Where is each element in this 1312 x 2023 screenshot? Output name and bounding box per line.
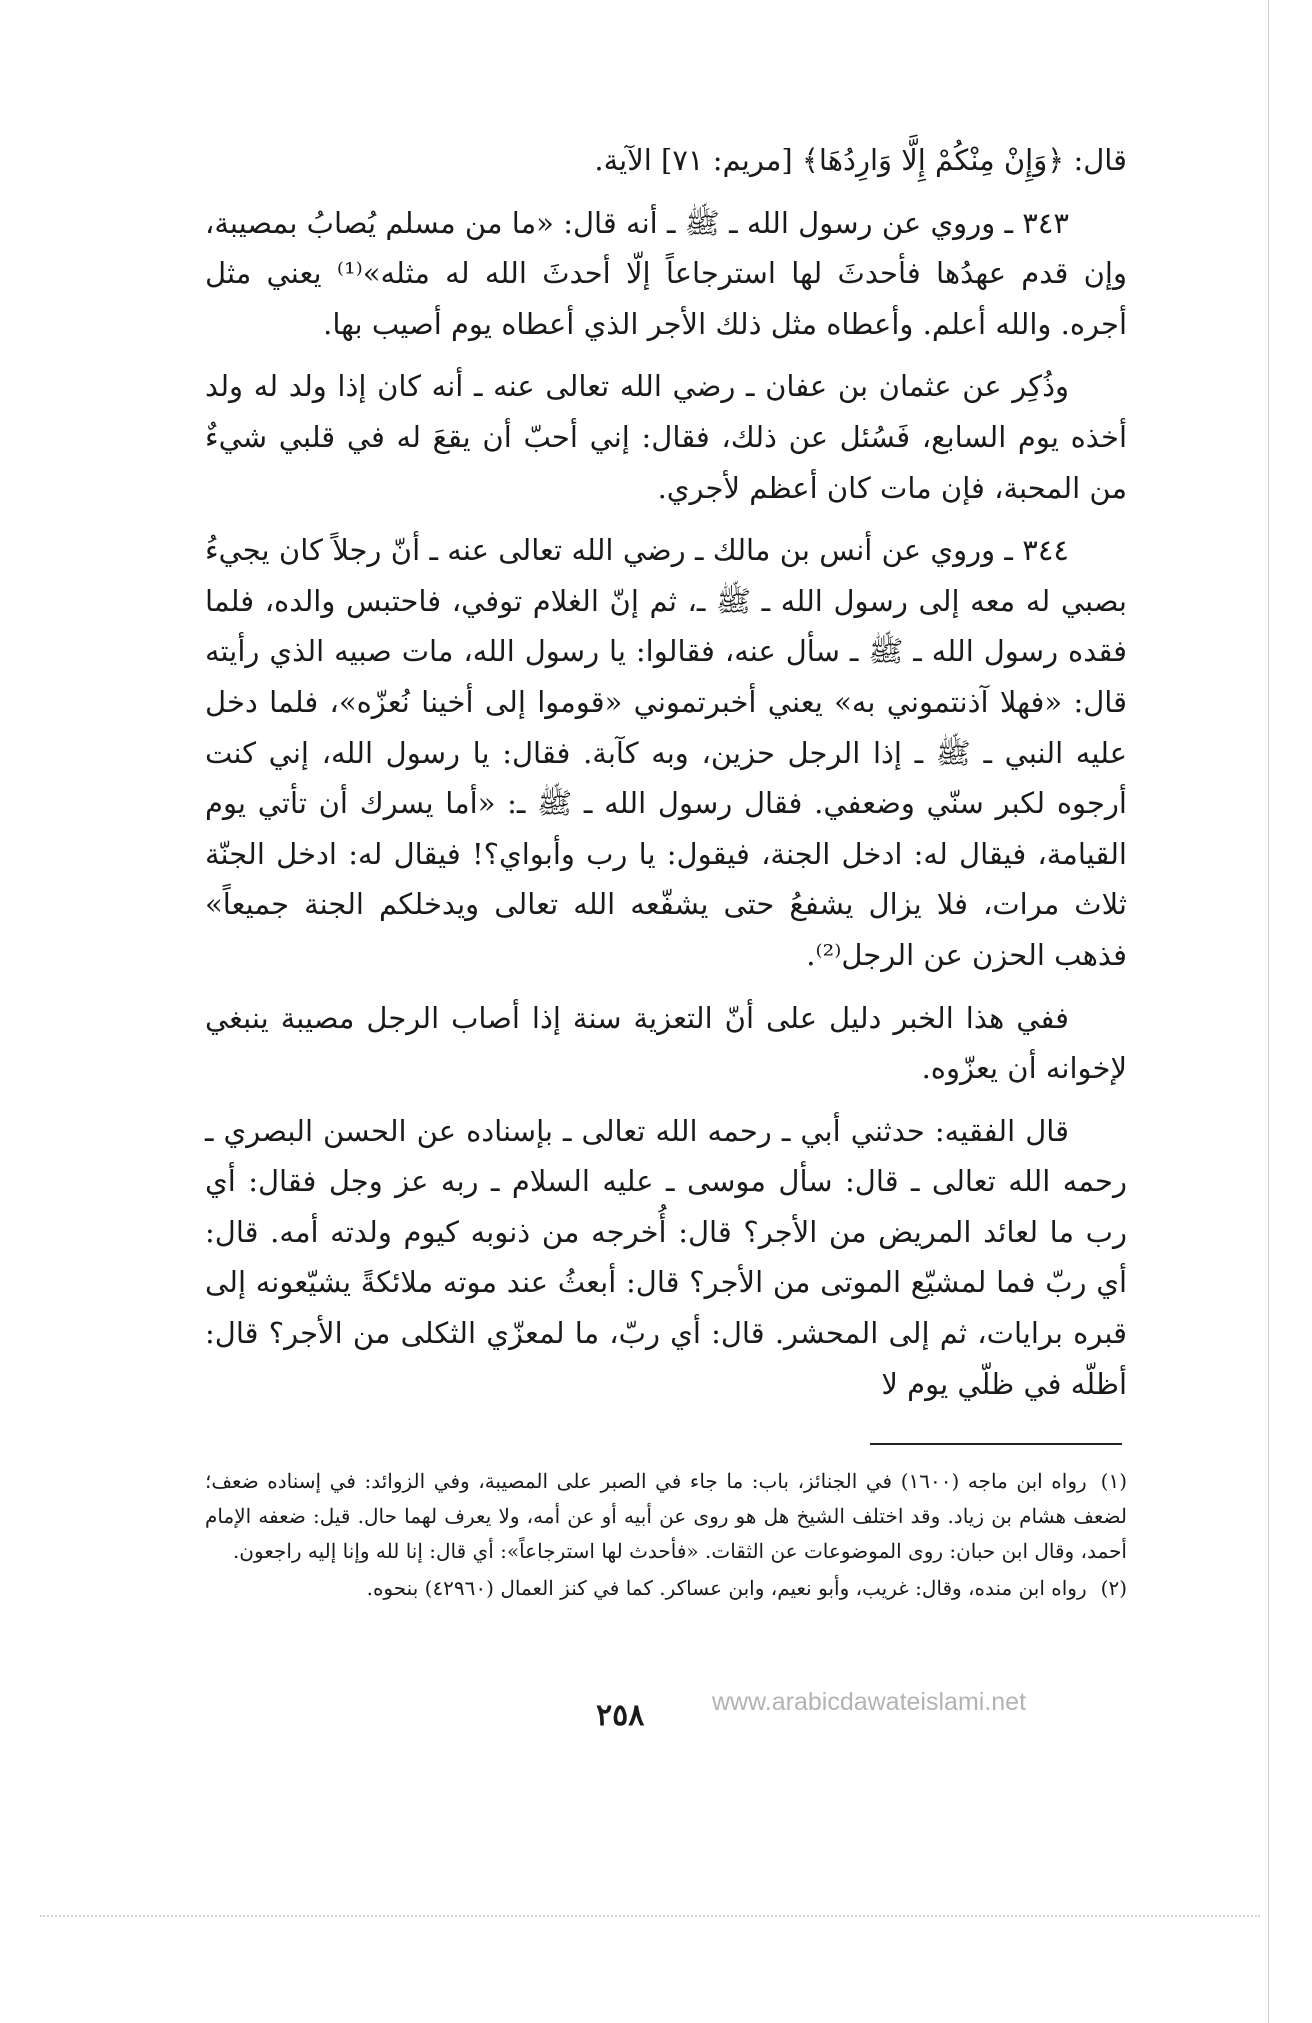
paragraph-uthman: وذُكِر عن عثمان بن عفان ـ رضي الله تعالى عنه ـ أنه كان إذا ولد له ولد أخذه يوم السابع، فَسُئل عن ذلك، فقال: إني أحبّ أن يقعَ له في قلبي شيءٌ من المحبة، فإن مات كان أعظم لأجري. [205,369,1127,505]
footnotes [205,1464,1127,1608]
footnote-number: (٢) [1100,1576,1127,1600]
bottom-dotted-line [40,1915,1260,1917]
footnote-2 [205,1571,1127,1606]
footnote-divider [870,1443,1122,1445]
page-footer [0,1688,1312,1748]
footnote-number: (١) [1100,1469,1128,1493]
paragraph-verse: قال: ﴿وَإِنْ مِنْكُمْ إِلَّا وَارِدُهَا﴾ [مريم: ٧١] الآية. [594,143,1127,177]
page-number: ٢٥٨ [596,1698,645,1733]
footnote-1 [205,1464,1127,1569]
paragraph-faqih: قال الفقيه: حدثني أبي ـ رحمه الله تعالى ـ بإسناده عن الحسن البصري ـ رحمه الله تعالى ـ قال: سأل موسى ـ عليه السلام ـ ربه عز وجل فقال: أي رب ما لعائد المريض من الأجر؟ قال: أُخرجه من ذنوبه كيوم ولدته أمه. قال: أي ربّ فما لمشيّع الموتى من الأجر؟ قال: أبعثُ عند موته ملائكةً يشيّعونه إلى قبره برايات، ثم إلى المحشر. قال: أي ربّ، ما لمعزّي الثكلى من الأجر؟ قال: أظلّه في ظلّي يوم لا [205,1113,1127,1401]
footnote-text: رواه ابن منده، وقال: غريب، وأبو نعيم، وابن عساكر. كما في كنز العمال (٤٢٩٦٠) بنحوه. [366,1576,1087,1600]
main-text [205,135,1127,1421]
paragraph-hadith-343: ٣٤٣ ـ وروي عن رسول الله ـ ﷺ ـ أنه قال: «ما من مسلم يُصابُ بمصيبة، وإن قدم عهدُها فأحدثَ لها استرجاعاً إلّا أحدثَ الله له مثله»⁽¹⁾ يعني مثل أجره. والله أعلم. وأعطاه مثل ذلك الأجر الذي أعطاه يوم أصيب بها. [205,205,1127,341]
paragraph-condolence: ففي هذا الخبر دليل على أنّ التعزية سنة إذا أصاب الرجل مصيبة ينبغي لإخوانه أن يعزّوه. [205,1000,1127,1086]
watermark: www.arabicdawateislami.net [712,1688,1027,1716]
footnote-text: رواه ابن ماجه (١٦٠٠) في الجنائز، باب: ما جاء في الصبر على المصيبة، وفي الزوائد: في إسناده ضعف؛ لضعف هشام بن زياد. وقد اختلف الشيخ هل هو روى عن أبيه أو عن أمه، ولا يعرف لهما حال. قيل: ضعفه الإمام أحمد، وقال ابن حبان: روى الموضوعات عن الثقات. «فأحدث لها استرجاعاً»: أي قال: إنا لله وإنا إليه راجعون. [205,1469,1127,1563]
paragraph-hadith-344: ٣٤٤ ـ وروي عن أنس بن مالك ـ رضي الله تعالى عنه ـ أنّ رجلاً كان يجيءُ بصبي له معه إلى رسول الله ـ ﷺ ـ، ثم إنّ الغلام توفي، فاحتبس والده، فلما فقده رسول الله ـ ﷺ ـ سأل عنه، فقالوا: يا رسول الله، مات صبيه الذي رأيته قال: «فهلا آذنتموني به» يعني أخبرتموني «قوموا إلى أخينا نُعزّه»، فلما دخل عليه النبي ـ ﷺ ـ إذا الرجل حزين، وبه كآبة. فقال: يا رسول الله، إني كنت أرجوه لكبر سنّي وضعفي. فقال رسول الله ـ ﷺ ـ: «أما يسرك أن تأتي يوم القيامة، فيقال له: ادخل الجنة، فيقول: يا رب وأبواي؟! فيقال له: ادخل الجنّة ثلاث مرات، فلا يزال يشفعُ حتى يشفّعه الله تعالى ويدخلكم الجنة جميعاً» فذهب الحزن عن الرجل⁽²⁾. [205,533,1127,972]
